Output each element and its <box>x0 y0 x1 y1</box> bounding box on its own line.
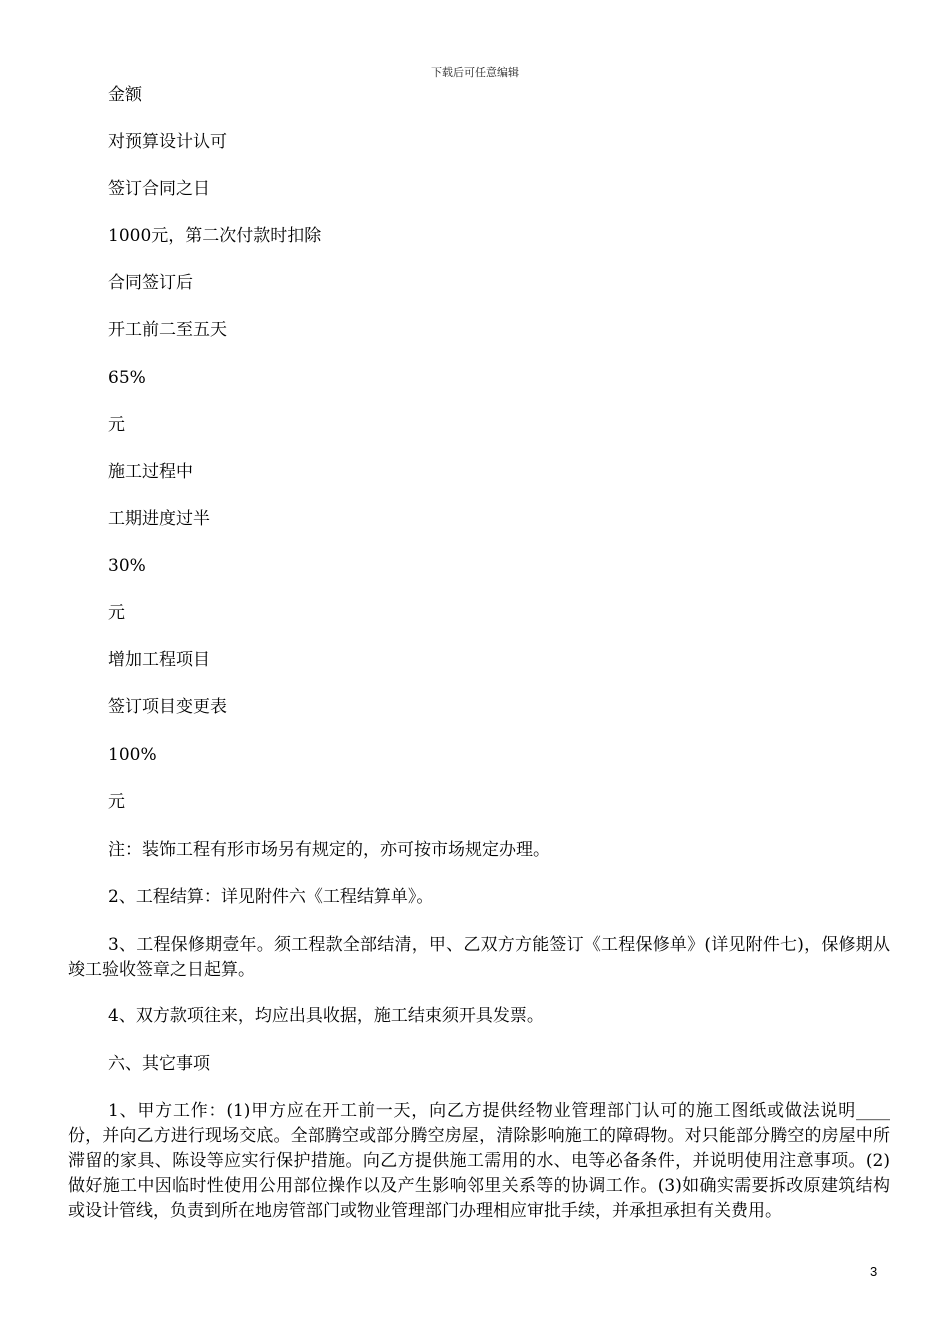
text-line-receipts: 4、双方款项往来，均应出具收据，施工结束须开具发票。 <box>108 1006 544 1026</box>
text-line-settlement: 2、工程结算：详见附件六《工程结算单》。 <box>108 887 434 907</box>
text-line-contract-signing-date: 签订合同之日 <box>108 179 210 199</box>
paragraph-warranty: 3、工程保修期壹年。须工程款全部结清，甲、乙双方方能签订《工程保修单》(详见附件七)，保修期从竣工验收签章之日起算。 <box>68 935 890 980</box>
paragraph-party-a-duties: 1、甲方工作：(1)甲方应在开工前一天，向乙方提供经物业管理部门认可的施工图纸或做法说明____份，并向乙方进行现场交底。全部腾空或部分腾空房屋，清除影响施工的障碍物。对只能部分腾空的房屋中所滞留的家具、陈设等应实行保护措施。向乙方提供施工需用的水、电等必备条件，并说明使用注意事项。(2)做好施工中因临时性使用公用部位操作以及产生影响邻里关系等的协调工作。(3)如确实需要拆改原建筑结构或设计管线，负责到所在地房管部门或物业管理部门办理相应审批手续，并承担承担有关费用。 <box>68 1101 890 1221</box>
page-number: 3 <box>870 1264 878 1279</box>
text-line-deposit: 1000元，第二次付款时扣除 <box>108 226 322 246</box>
text-line-yuan: 元 <box>108 792 125 812</box>
text-line-after-contract: 合同签订后 <box>108 273 193 293</box>
text-line-half-progress: 工期进度过半 <box>108 509 210 529</box>
text-line-percent-65: 65% <box>108 368 146 388</box>
text-line-percent-30: 30% <box>108 556 146 576</box>
text-line-budget-approval: 对预算设计认可 <box>108 132 227 152</box>
text-line-during-construction: 施工过程中 <box>108 462 193 482</box>
page-header: 下载后可任意编辑 <box>431 66 519 79</box>
section-heading-other-matters: 六、其它事项 <box>108 1054 210 1074</box>
text-line-percent-100: 100% <box>108 745 157 765</box>
text-line-additional-items: 增加工程项目 <box>108 650 210 670</box>
text-line-amount: 金额 <box>108 85 142 105</box>
text-line-yuan: 元 <box>108 415 125 435</box>
text-line-yuan: 元 <box>108 603 125 623</box>
text-line-change-form: 签订项目变更表 <box>108 697 227 717</box>
text-line-note: 注：装饰工程有形市场另有规定的，亦可按市场规定办理。 <box>108 840 550 860</box>
text-line-before-start: 开工前二至五天 <box>108 320 227 340</box>
